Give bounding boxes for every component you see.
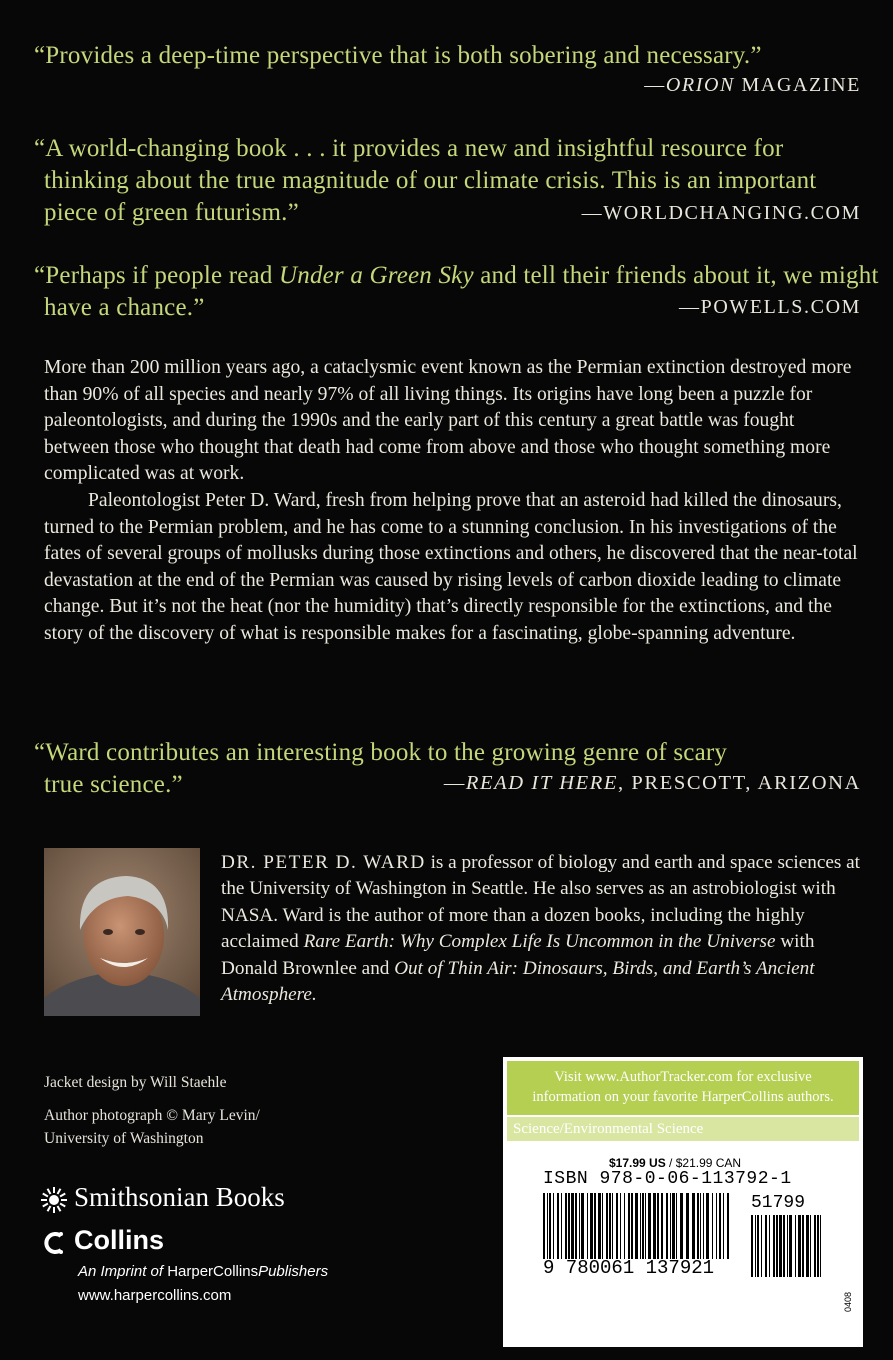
collins-logo: Collins (74, 1225, 165, 1255)
category: Science/Environmental Science (513, 1121, 704, 1137)
attr-dash: — (644, 74, 666, 96)
author-bio (221, 850, 863, 1008)
jacket-credit: Jacket design by Will Staehle (44, 1074, 227, 1091)
quote-2-line2: thinking about the true magnitude of our climate crisis. This is an important (44, 167, 817, 194)
authortracker-banner (507, 1061, 859, 1115)
imprint-hc: HarperCollins (167, 1263, 259, 1280)
price-us: $17.99 US (609, 1156, 666, 1170)
author-photo-illustration (44, 848, 200, 1016)
collins-c-icon (40, 1230, 66, 1256)
barcode-panel (503, 1057, 863, 1347)
quote-4-attribution (444, 772, 861, 795)
quote-3-attribution: —POWELLS.COM (679, 296, 861, 318)
attr-dash: — (443, 772, 466, 794)
quote-2-attribution: —WORLDCHANGING.COM (581, 202, 861, 224)
imprint-pre: An Imprint of (78, 1263, 168, 1280)
bio-book-1: Rare Earth: Why Complex Life Is Uncommon in the Universe (303, 931, 776, 953)
price-can: / $21.99 CAN (665, 1156, 742, 1170)
description (44, 355, 862, 648)
authortracker-line1: Visit www.AuthorTracker.com for exclusive (554, 1069, 812, 1085)
quote-3-title: Under a Green Sky (278, 262, 474, 289)
attr-rest: MAGAZINE (734, 74, 861, 96)
print-code: 0408 (843, 1291, 853, 1312)
price (609, 1156, 741, 1170)
author-photo (44, 848, 200, 1016)
ean-digits: 9 780061 137921 (543, 1257, 715, 1279)
attr-italic: ORION (665, 74, 735, 96)
imprint-pub: Publishers (258, 1263, 329, 1280)
bio-book-2: Out of Thin Air: Dinosaurs, Birds, and Earth’s Ancient Atmosphere. (221, 957, 815, 1006)
imprint-line (78, 1263, 328, 1280)
quote-2-line1: “A world-changing book . . . it provides a new and insightful resource for (34, 135, 784, 162)
publisher-url: www.harpercollins.com (78, 1287, 232, 1304)
quote-3-line1 (34, 260, 879, 292)
ean-barcode (543, 1193, 733, 1259)
quote-1: “Provides a deep-time perspective that is both sobering and necessary.” (34, 42, 762, 69)
quote-3-post: and tell their friends about it, we might (473, 262, 879, 289)
bio-text-2: with Donald Brownlee and (221, 931, 815, 979)
bio-text-1: is a professor of biology and earth and space sciences at the University of Washington in Seattle. He also serves as an astrobiologist with NASA. Ward is the author of more than a dozen books, including the highly acclaimed (221, 852, 861, 953)
addon-barcode (751, 1215, 823, 1277)
quote-4-line1: “Ward contributes an interesting book to the growing genre of scary (34, 739, 728, 766)
description-paragraph-2: Paleontologist Peter D. Ward, fresh from helping prove that an asteroid had killed the dinosaurs, turned to the Permian problem, and he has come to a stunning conclusion. In his investigations of the fates of several groups of mollusks during those extinctions and others, he discovered that the near-total devastation at the end of the Permian was caused by rising levels of carbon dioxide leading to climate change. But it’s not the heat (nor the humidity) that’s directly responsible for the extinctions, and the story of the discovery of what is responsible makes for a fascinating, globe-spanning adventure. (44, 489, 858, 644)
authortracker-line2: information on your favorite HarperCollins authors. (532, 1089, 834, 1105)
attr-italic: READ IT HERE (465, 772, 618, 794)
author-name: DR. PETER D. WARD (221, 852, 426, 873)
attr-rest: , PRESCOTT, ARIZONA (617, 772, 861, 794)
sunburst-icon (40, 1186, 68, 1214)
description-paragraph-1: More than 200 million years ago, a cataclysmic event known as the Permian extinction destroyed more than 90% of all species and nearly 97% of all living things. Its origins have long been a puzzle for paleontologists, and during the 1990s and the early part of this century a great battle was fought between those who thought that death had come from above and those who thought something more complicated was at work. (44, 357, 852, 485)
photo-credit-1: Author photograph © Mary Levin/ (44, 1107, 260, 1124)
quote-3-line2: have a chance.” (44, 294, 205, 321)
quote-4-line2: true science.” (44, 771, 183, 798)
photo-credit-2: University of Washington (44, 1130, 204, 1147)
quote-2-line3: piece of green futurism.” (44, 199, 299, 226)
isbn-text: ISBN 978-0-06-113792-1 (543, 1169, 792, 1189)
quote-1-attribution (644, 74, 861, 97)
quote-3-pre: “Perhaps if people read (34, 262, 279, 289)
category-strip (507, 1117, 859, 1141)
addon-digits: 51799 (751, 1193, 806, 1213)
smithsonian-books-logo: Smithsonian Books (74, 1182, 285, 1212)
